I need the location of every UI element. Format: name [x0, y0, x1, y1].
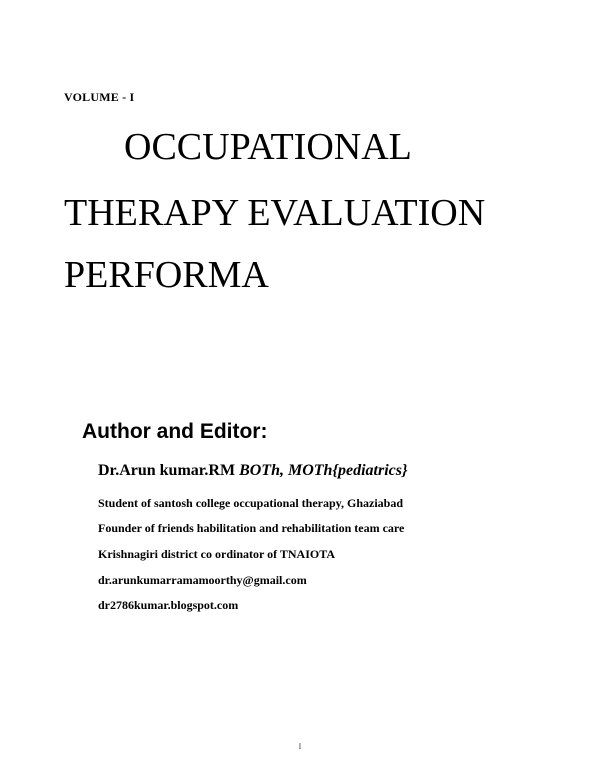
- title-line-1: OCCUPATIONAL: [124, 126, 412, 168]
- volume-label: VOLUME - I: [64, 90, 135, 104]
- author-name: Dr.Arun kumar.RM: [98, 462, 236, 479]
- author-blog: dr2786kumar.blogspot.com: [98, 598, 239, 612]
- author-name-line: [98, 462, 408, 480]
- page-number: I: [298, 742, 302, 751]
- author-email: dr.arunkumarramamoorthy@gmail.com: [98, 573, 307, 587]
- author-heading: Author and Editor:: [82, 420, 268, 443]
- title-line-2: THERAPY EVALUATION: [64, 192, 486, 234]
- author-affiliation-coordinator: Krishnagiri district co ordinator of TNAIOTA: [98, 547, 335, 561]
- title-line-3: PERFORMA: [64, 254, 269, 296]
- author-affiliation-college: Student of santosh college occupational therapy, Ghaziabad: [98, 496, 404, 510]
- author-credentials: BOTh, MOTh{pediatrics}: [239, 462, 408, 479]
- author-affiliation-founder: Founder of friends habilitation and rehabilitation team care: [98, 521, 405, 535]
